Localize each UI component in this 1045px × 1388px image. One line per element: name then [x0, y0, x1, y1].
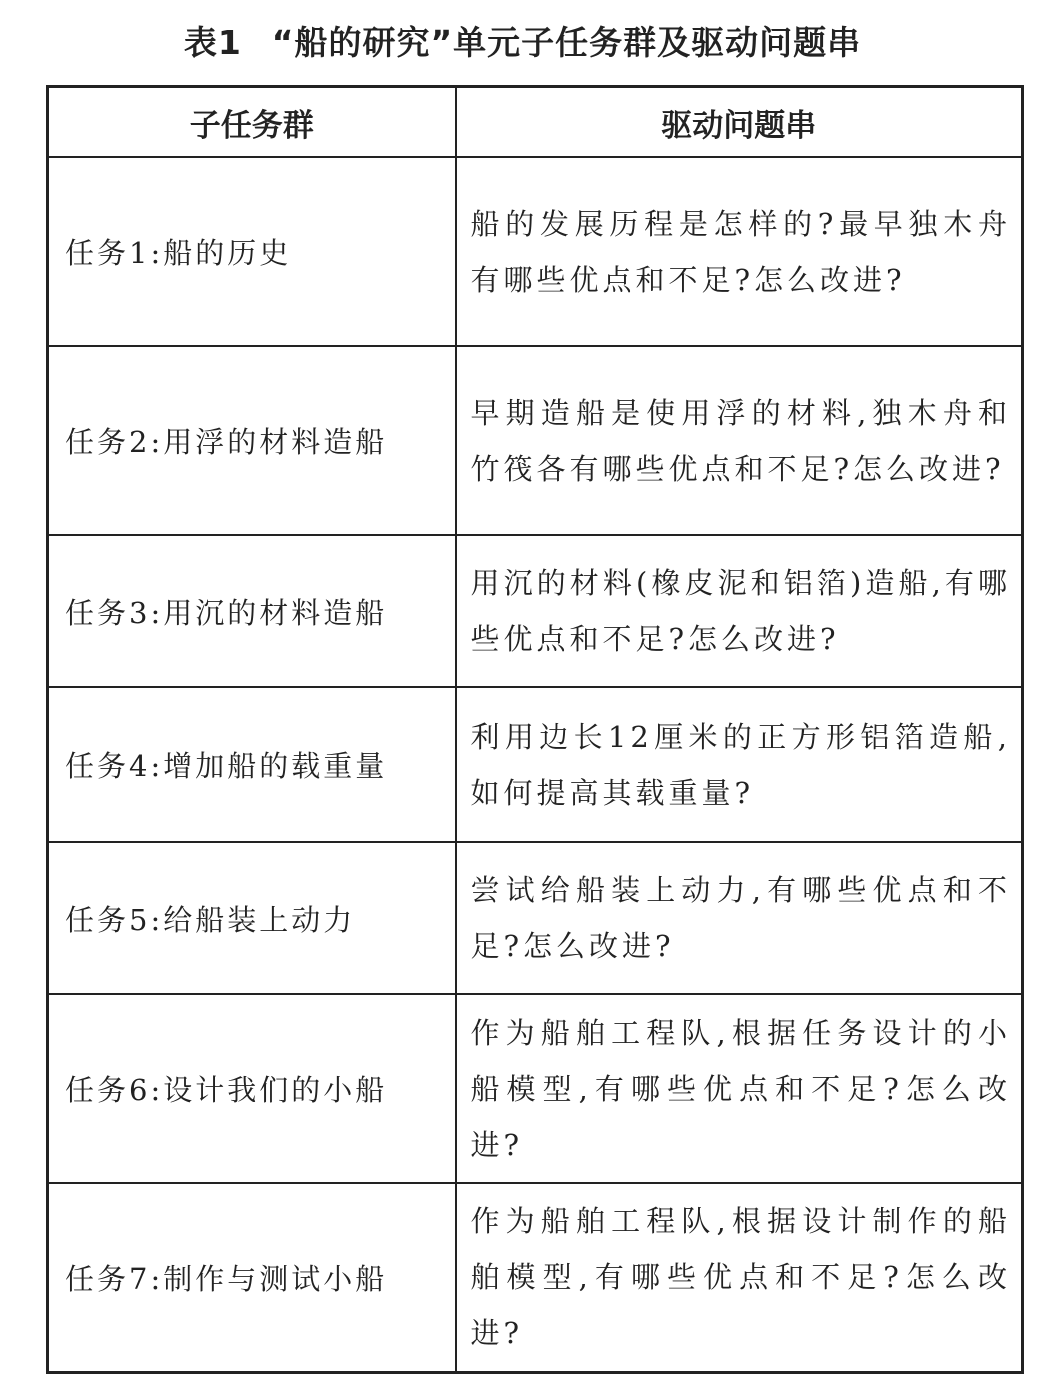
questions-cell: 利用边长12厘米的正方形铝箔造船,如何提高其载重量?	[456, 687, 1023, 842]
task-cell: 任务4:增加船的载重量	[48, 687, 456, 842]
task-cell: 任务6:设计我们的小船	[48, 994, 456, 1183]
table-number: 表1	[183, 23, 242, 62]
table-row	[48, 1183, 1023, 1372]
table-row	[48, 842, 1023, 994]
task-cell: 任务3:用沉的材料造船	[48, 535, 456, 687]
questions-cell: 早期造船是使用浮的材料,独木舟和竹筏各有哪些优点和不足?怎么改进?	[456, 346, 1023, 535]
table-caption	[0, 18, 1045, 68]
task-cell: 任务7:制作与测试小船	[48, 1183, 456, 1372]
table-row	[48, 687, 1023, 842]
questions-cell: 作为船舶工程队,根据设计制作的船舶模型,有哪些优点和不足?怎么改进?	[456, 1183, 1023, 1372]
questions-cell: 船的发展历程是怎样的?最早独木舟有哪些优点和不足?怎么改进?	[456, 157, 1023, 346]
task-cell: 任务5:给船装上动力	[48, 842, 456, 994]
task-cell: 任务2:用浮的材料造船	[48, 346, 456, 535]
questions-cell: 作为船舶工程队,根据任务设计的小船模型,有哪些优点和不足?怎么改进?	[456, 994, 1023, 1183]
header-subtask-group: 子任务群	[48, 87, 456, 158]
table-row	[48, 535, 1023, 687]
table-row	[48, 346, 1023, 535]
task-cell: 任务1:船的历史	[48, 157, 456, 346]
header-driving-questions: 驱动问题串	[456, 87, 1023, 158]
table-row	[48, 994, 1023, 1183]
task-table	[46, 85, 1024, 1374]
table-row	[48, 157, 1023, 346]
table-header-row	[48, 87, 1023, 158]
questions-cell: 用沉的材料(橡皮泥和铝箔)造船,有哪些优点和不足?怎么改进?	[456, 535, 1023, 687]
table-title: “船的研究”单元子任务群及驱动问题串	[271, 23, 862, 62]
questions-cell: 尝试给船装上动力,有哪些优点和不足?怎么改进?	[456, 842, 1023, 994]
